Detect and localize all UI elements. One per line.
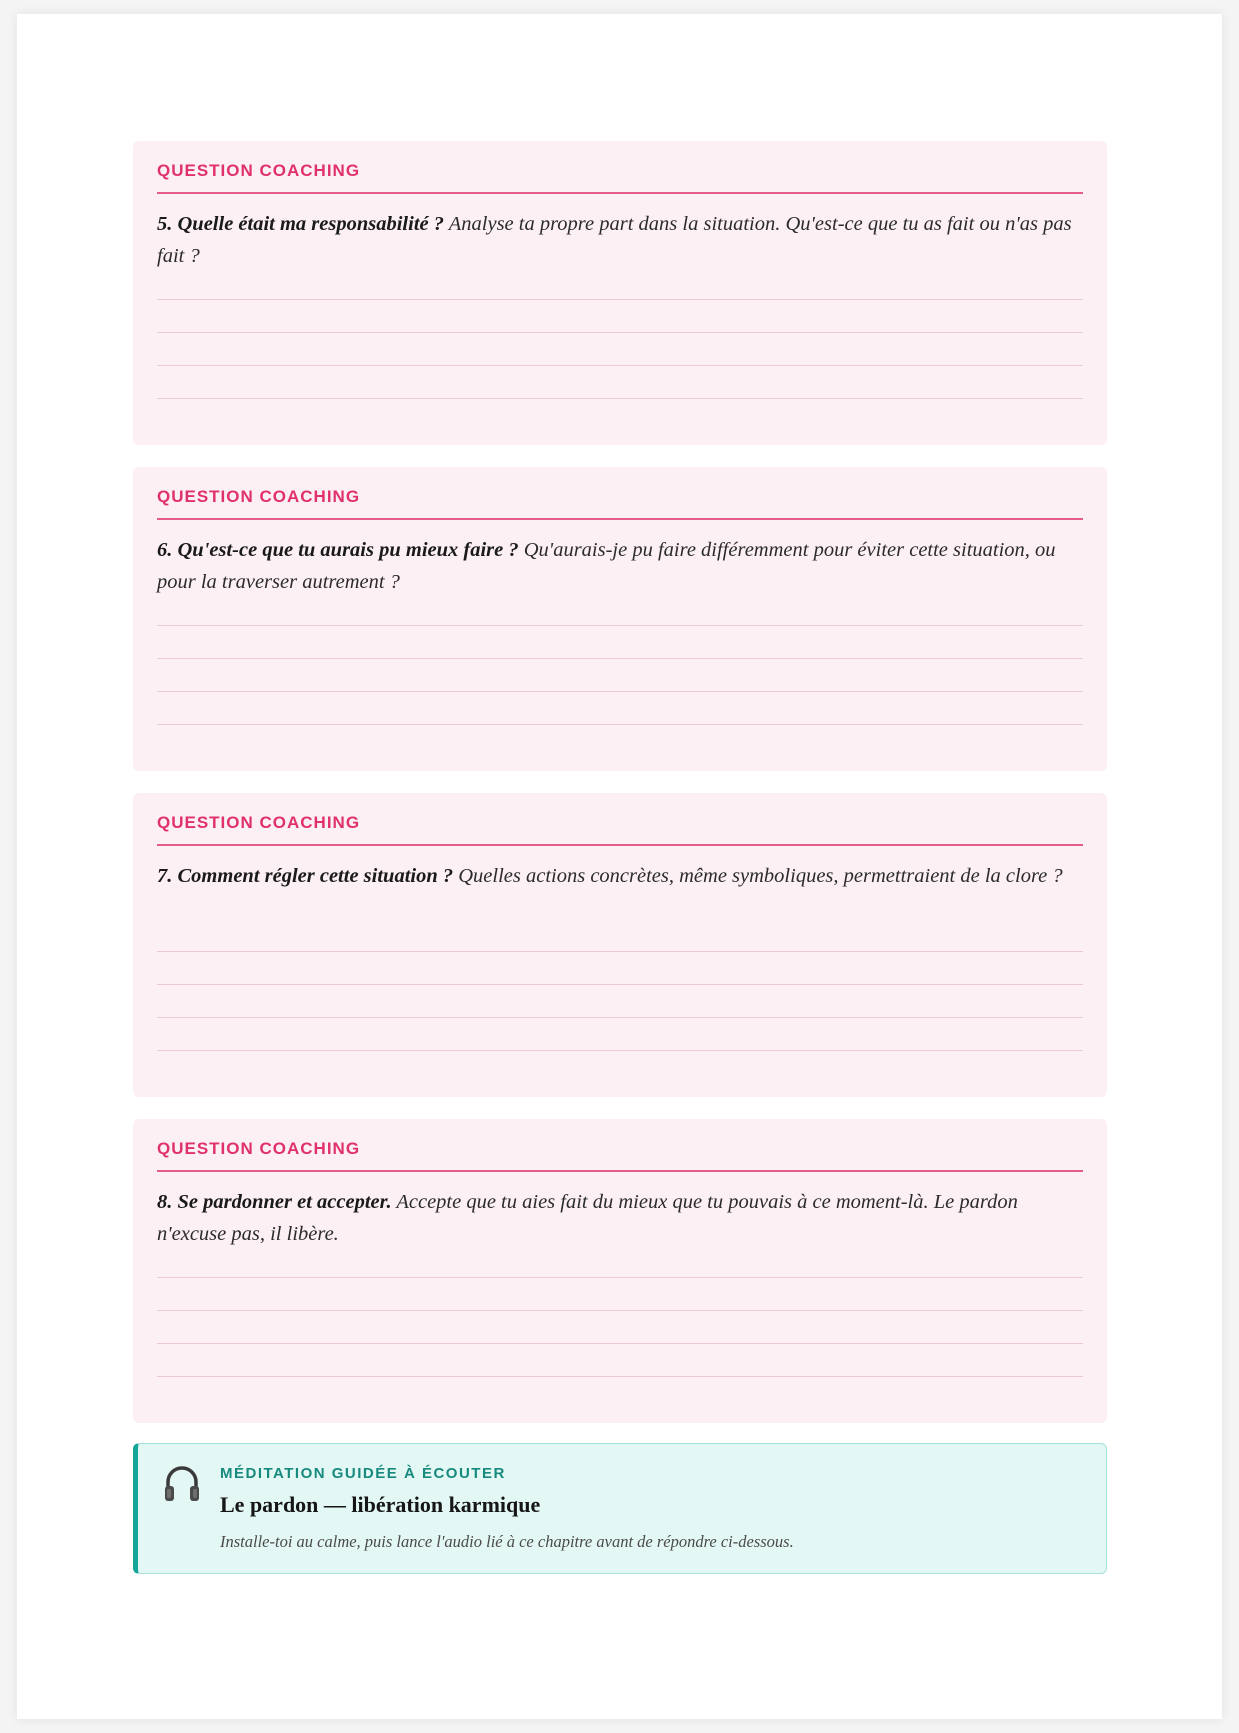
card-label: QUESTION COACHING: [157, 813, 1083, 846]
answer-area[interactable]: [157, 299, 1083, 399]
answer-line: [157, 1050, 1083, 1051]
answer-line: [157, 299, 1083, 300]
question-body: Qu'aurais-je pu faire différemment pour éviter cette situation, ou pour la traverser autrement ?: [157, 539, 1056, 593]
card-label: QUESTION COACHING: [157, 161, 1083, 194]
question-title: 5. Quelle était ma responsabilité ?: [157, 213, 444, 235]
question-text: [157, 208, 1083, 272]
card-label: QUESTION COACHING: [157, 1139, 1083, 1172]
answer-line: [157, 1376, 1083, 1377]
answer-line: [157, 691, 1083, 692]
question-text: [157, 860, 1083, 924]
workbook-page: [17, 14, 1222, 1719]
answer-line: [157, 365, 1083, 366]
answer-line: [157, 951, 1083, 952]
answer-area[interactable]: [157, 951, 1083, 1051]
meditation-description: Installe-toi au calme, puis lance l'audio lié à ce chapitre avant de répondre ci-dessous.: [220, 1532, 794, 1551]
answer-line: [157, 1343, 1083, 1344]
answer-line: [157, 398, 1083, 399]
answer-line: [157, 658, 1083, 659]
meditation-label: MÉDITATION GUIDÉE À ÉCOUTER: [220, 1465, 506, 1482]
headphones-icon: [162, 1462, 202, 1506]
answer-line: [157, 625, 1083, 626]
question-body: Analyse ta propre part dans la situation. Qu'est-ce que tu as fait ou n'as pas fait ?: [157, 213, 1072, 267]
coaching-question-card-7: [133, 793, 1107, 1097]
question-text: [157, 1186, 1083, 1250]
guided-meditation-callout[interactable]: [133, 1443, 1107, 1574]
answer-line: [157, 724, 1083, 725]
answer-line: [157, 1277, 1083, 1278]
answer-line: [157, 984, 1083, 985]
answer-line: [157, 1310, 1083, 1311]
answer-line: [157, 1017, 1083, 1018]
question-title: 7. Comment régler cette situation ?: [157, 865, 454, 887]
question-title: 8. Se pardonner et accepter.: [157, 1191, 392, 1213]
question-body: Quelles actions concrètes, même symboliques, permettraient de la clore ?: [453, 865, 1063, 887]
answer-area[interactable]: [157, 1277, 1083, 1377]
answer-area[interactable]: [157, 625, 1083, 725]
coaching-question-card-8: [133, 1119, 1107, 1423]
coaching-question-card-6: [133, 467, 1107, 771]
card-label: QUESTION COACHING: [157, 487, 1083, 520]
question-title: 6. Qu'est-ce que tu aurais pu mieux faire ?: [157, 539, 519, 561]
coaching-question-card-5: [133, 141, 1107, 445]
question-text: [157, 534, 1083, 598]
meditation-title: Le pardon — libération karmique: [220, 1492, 541, 1517]
question-body: Accepte que tu aies fait du mieux que tu pouvais à ce moment-là. Le pardon n'excuse pas, il libère.: [157, 1191, 1018, 1245]
answer-line: [157, 332, 1083, 333]
